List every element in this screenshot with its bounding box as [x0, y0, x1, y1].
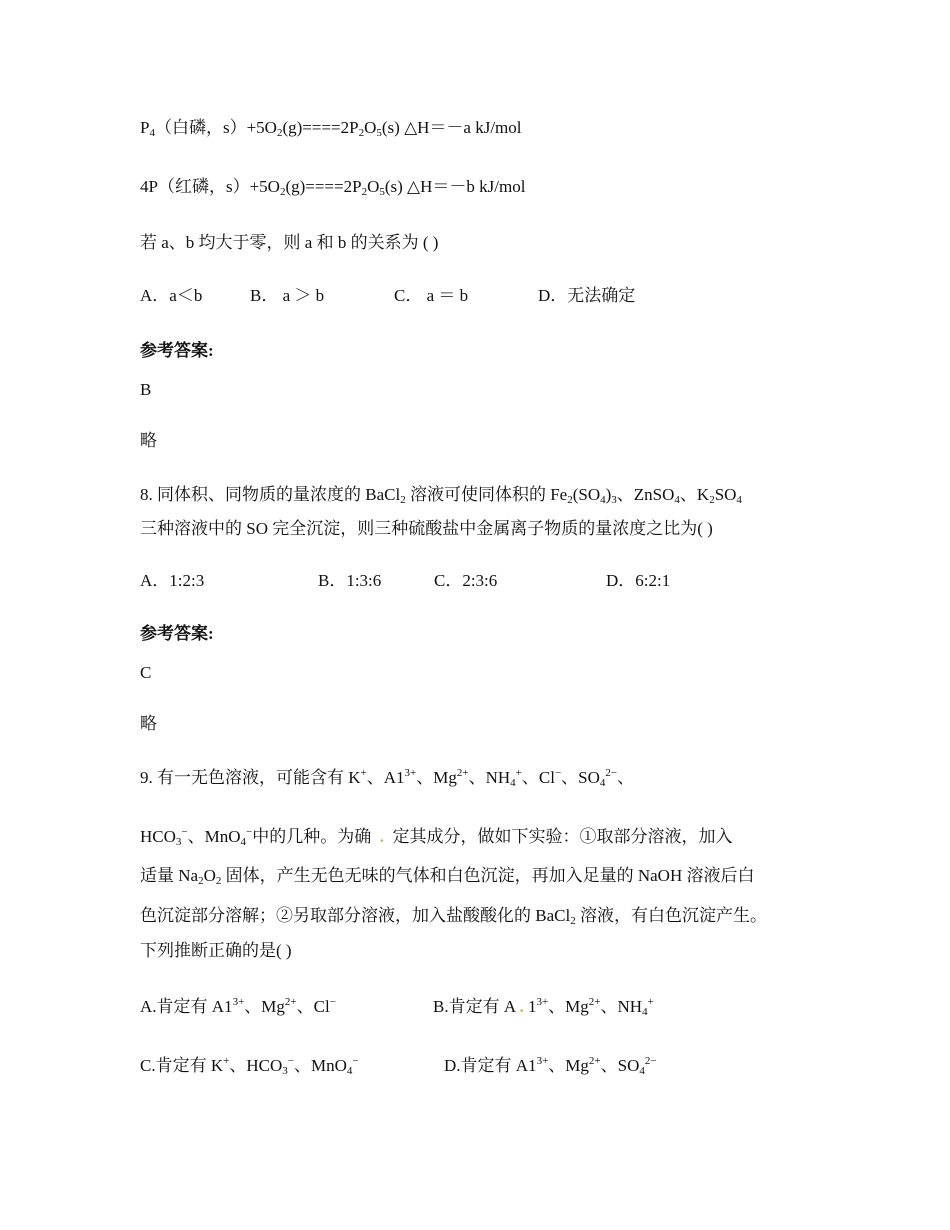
option-c: C．2:3:6	[434, 571, 498, 590]
question-8-line-2: 三种溶液中的 SO 完全沉淀，则三种硫酸盐中金属离子物质的量浓度之比为( )	[140, 519, 713, 538]
answer-value: B	[140, 380, 152, 399]
analysis-text: 略	[140, 714, 157, 733]
answer-label: 参考答案:	[140, 341, 214, 360]
option-d: D．无法确定	[538, 286, 636, 305]
option-a: A．a＜b	[140, 286, 203, 305]
question-9-option-d: D.肯定有 $A1^{3+}$、$Mg^{2+}$、$SO_4^{2-}$	[444, 1055, 657, 1077]
question-9-line-3: 适量 $Na_2O_2$ 固体，产生无色无味的气体和白色沉淀，再加入足量的 NaOH 溶液后白	[140, 866, 755, 887]
option-c: C． a ＝ b	[394, 286, 469, 305]
option-a: A．1:2:3	[140, 571, 205, 590]
question-9-option-a: A.肯定有 $A1^{3+}$、$Mg^{2+}$、Cl−	[140, 996, 336, 1016]
option-d: D．6:2:1	[606, 571, 671, 590]
question-8-line-1: 8. 同体积、同物质的量浓度的 BaCl$_2$ 溶液可使同体积的 $Fe_2(SO_4)_3$、ZnSO$_4$、$K_2SO_4$	[140, 485, 742, 506]
option-b: B． a ＞ b	[250, 286, 325, 305]
question-7-stem: 若 a、b 均大于零，则 a 和 b 的关系为 ( )	[140, 233, 439, 252]
answer-value: C	[140, 663, 152, 682]
question-9-line-5: 下列推断正确的是( )	[140, 941, 292, 960]
equation-red-phosphorus: 4P（红磷，$s)+5O_2(g)====2P_2O_5(s)$ △H＝－b kJ/mol	[140, 177, 526, 198]
question-9-line-1: 9. 有一无色溶液，可能含有 K+、$A1^{3+}$、$Mg^{2+}$、$NH_4^+$、Cl−、$SO_4^{2-}$、	[140, 767, 635, 789]
stray-mark: .	[379, 827, 384, 846]
answer-label: 参考答案:	[140, 624, 214, 643]
analysis-text: 略	[140, 431, 157, 450]
question-9-option-b: B.肯定有 A . $1^{3+}$、$Mg^{2+}$、$NH_4^+$	[433, 996, 654, 1018]
question-9-line-2: $HCO_3^-$、MnO$_4$−中的几种。为确 . 定其成分，做如下实验：①取部分溶液，加入	[140, 826, 733, 848]
question-9-option-c: C.肯定有 K+、$HCO_3^-$、MnO$_4$−	[140, 1055, 359, 1077]
question-9-line-4: 色沉淀部分溶解；②另取部分溶液，加入盐酸酸化的 BaCl$_2$ 溶液，有白色沉淀产生。	[140, 906, 767, 927]
equation-white-phosphorus: $P_4$（白磷，$s)+5O_2(g)====2P_2O_5(s)$ △H＝－a kJ/mol	[140, 118, 522, 139]
option-b: B．1:3:6	[318, 571, 382, 590]
stray-mark: .	[519, 997, 524, 1016]
